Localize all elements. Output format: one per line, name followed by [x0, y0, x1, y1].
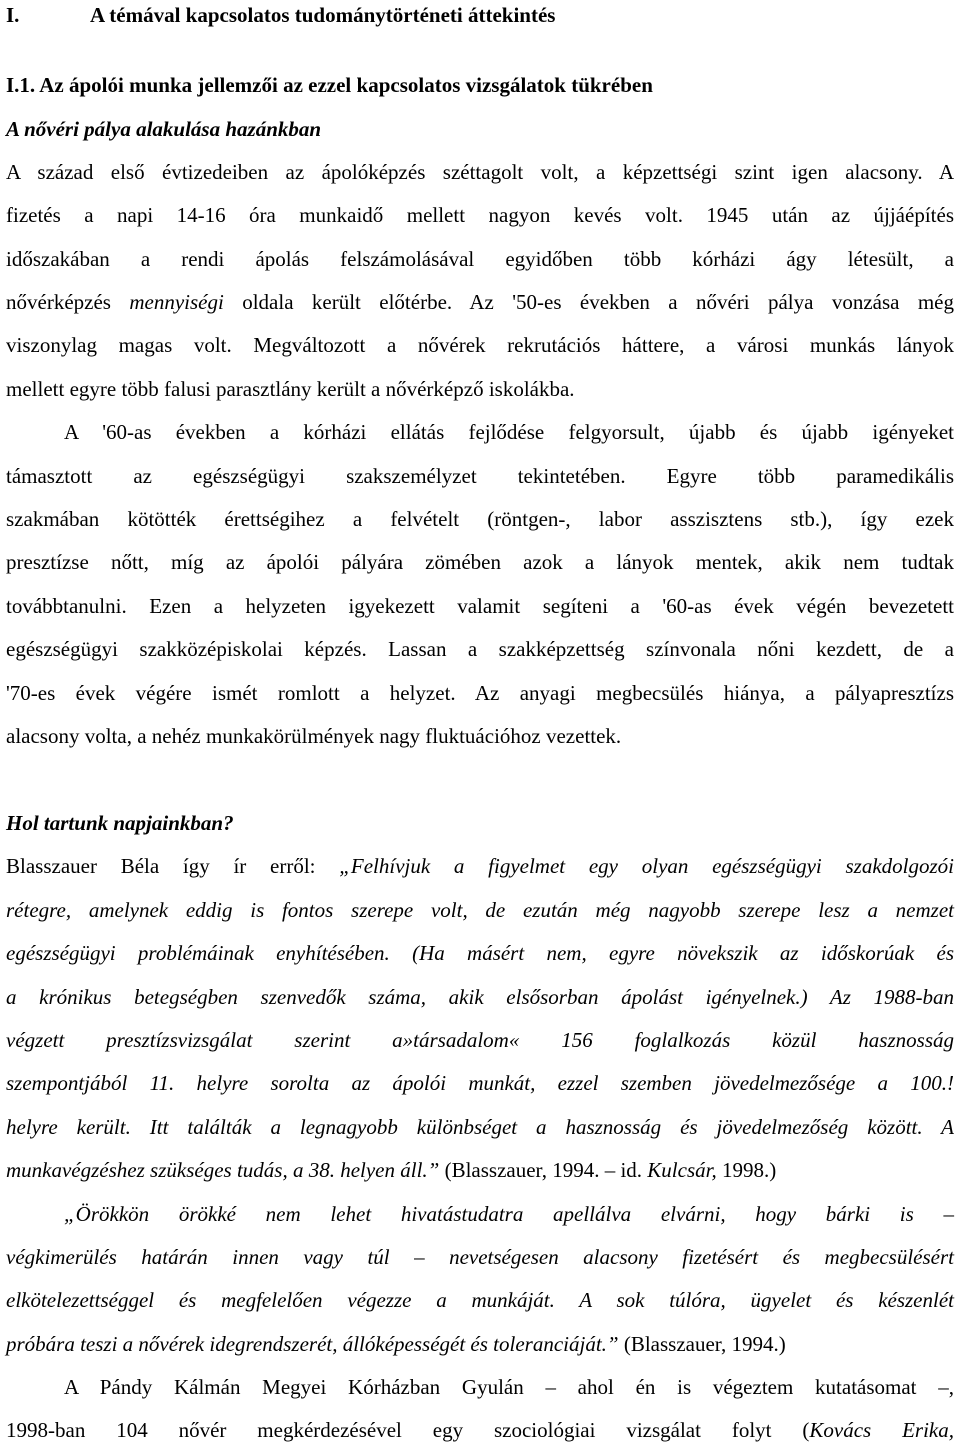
paragraph-line: egészségügyi szakközépiskolai képzés. Lassan a szakképzettség színvonala nőni kezdett, de a	[6, 637, 954, 661]
chapter-number: I.	[6, 3, 20, 27]
paragraph-line: A Pándy Kálmán Megyei Kórházban Gyulán – ahol én is végeztem kutatásomat –,	[64, 1375, 954, 1399]
paragraph-line: szakmában kötötték érettségihez a felvételt (röntgen-, labor asszisztens stb.), így ezek	[6, 507, 954, 531]
paragraph-line: továbbtanulni. Ezen a helyzeten igyekezett valamit segíteni a '60-as évek végén bevezetett	[6, 594, 954, 618]
quote-line: végzett presztízsvizsgálat szerint a»társadalom« 156 foglalkozás közül hasznosság	[6, 1028, 954, 1052]
paragraph-line: alacsony volta, a nehéz munkakörülmények nagy fluktuációhoz vezettek.	[6, 724, 622, 748]
emphasis-text: mennyiségi	[129, 290, 224, 314]
chapter-title: A témával kapcsolatos tudománytörténeti áttekintés	[90, 3, 556, 27]
quote-line: a krónikus betegségben szenvedők száma, akik elsősorban ápolást igényelnek.) Az 1988-ban	[6, 985, 954, 1009]
citation-text: (Blasszauer, 1994.)	[618, 1332, 786, 1356]
quote-line: szempontjából 11. helyre sorolta az ápolói munkát, ezzel szemben jövedelmezősége a 100.!	[6, 1071, 954, 1095]
paragraph-line: időszakában a rendi ápolás felszámolásával egyidőben több kórházi ágy létesült, a	[6, 247, 954, 271]
quote-line: „Örökkön örökké nem lehet hivatástudatra apellálva elvárni, hogy bárki is –	[64, 1202, 954, 1226]
citation-text: (Blasszauer, 1994. – id.	[439, 1158, 648, 1182]
text-run: oldala került előtérbe. Az '50-es években a nővéri pálya vonzása még	[223, 290, 955, 314]
subheading-today: Hol tartunk napjainkban?	[6, 811, 234, 835]
paragraph-line: mellett egyre több falusi parasztlány került a nővérképző iskolákba.	[6, 377, 575, 401]
citation-author: Kovács Erika,	[809, 1418, 955, 1442]
quote-text: munkavégzéshez szükséges tudás, a 38. helyen áll.”	[6, 1158, 440, 1182]
text-run: Blasszauer Béla így ír erről:	[6, 854, 340, 878]
paragraph-line	[6, 1157, 954, 1183]
quote-line: egészségügyi problémáinak enyhítésében. (Ha másért nem, egyre növekszik az időskorúak és	[6, 941, 954, 965]
paragraph-line	[6, 289, 954, 315]
subheading-nursing-career: A nővéri pálya alakulása hazánkban	[6, 117, 322, 141]
paragraph-line: A század első évtizedeiben az ápolóképzés széttagolt volt, a képzettségi szint igen alacsony. A	[6, 160, 954, 184]
paragraph-line: támasztott az egészségügyi szakszemélyzet tekintetében. Egyre több paramedikális	[6, 464, 954, 488]
chapter-heading	[6, 2, 555, 28]
paragraph-line	[6, 1331, 954, 1357]
quote-line: végkimerülés határán innen vagy túl – nevetségesen alacsony fizetésért és megbecsülésért	[6, 1245, 954, 1269]
paragraph-line: presztízse nőtt, míg az ápolói pályára zömében azok a lányok mentek, akik nem tudtak	[6, 550, 954, 574]
paragraph-line	[6, 1417, 954, 1443]
citation-author: Kulcsár,	[647, 1158, 717, 1182]
section-heading: I.1. Az ápolói munka jellemzői az ezzel kapcsolatos vizsgálatok tükrében	[6, 73, 653, 97]
citation-text: 1998.)	[716, 1158, 777, 1182]
paragraph-line	[6, 853, 954, 879]
quote-line: helyre került. Itt találták a legnagyobb különbséget a hasznosság és jövedelmezőség között. A	[6, 1115, 954, 1139]
paragraph-line: viszonylag magas volt. Megváltozott a nővérek rekrutációs háttere, a városi munkás lányok	[6, 333, 954, 357]
quote-text: „Felhívjuk a figyelmet egy olyan egészségügyi szakdolgozói	[339, 854, 954, 878]
text-run: nővérképzés	[6, 290, 130, 314]
paragraph-line: A '60-as években a kórházi ellátás fejlődése felgyorsult, újabb és újabb igényeket	[64, 420, 954, 444]
text-run: 1998-ban 104 nővér megkérdezésével egy szociológiai vizsgálat folyt (	[6, 1418, 810, 1442]
quote-line: rétegre, amelynek eddig is fontos szerepe volt, de ezután még nagyobb szerepe lesz a nemzet	[6, 898, 954, 922]
paragraph-line: '70-es évek végére ismét romlott a helyzet. Az anyagi megbecsülés hiánya, a pályapresztízs	[6, 681, 954, 705]
quote-line: elkötelezettséggel és megfelelően végezze a munkáját. A sok túlóra, ügyelet és készenlét	[6, 1288, 954, 1312]
quote-text: próbára teszi a nővérek idegrendszerét, állóképességét és toleranciáját.”	[6, 1332, 619, 1356]
paragraph-line: fizetés a napi 14-16 óra munkaidő mellett nagyon kevés volt. 1945 után az újjáépítés	[6, 203, 954, 227]
